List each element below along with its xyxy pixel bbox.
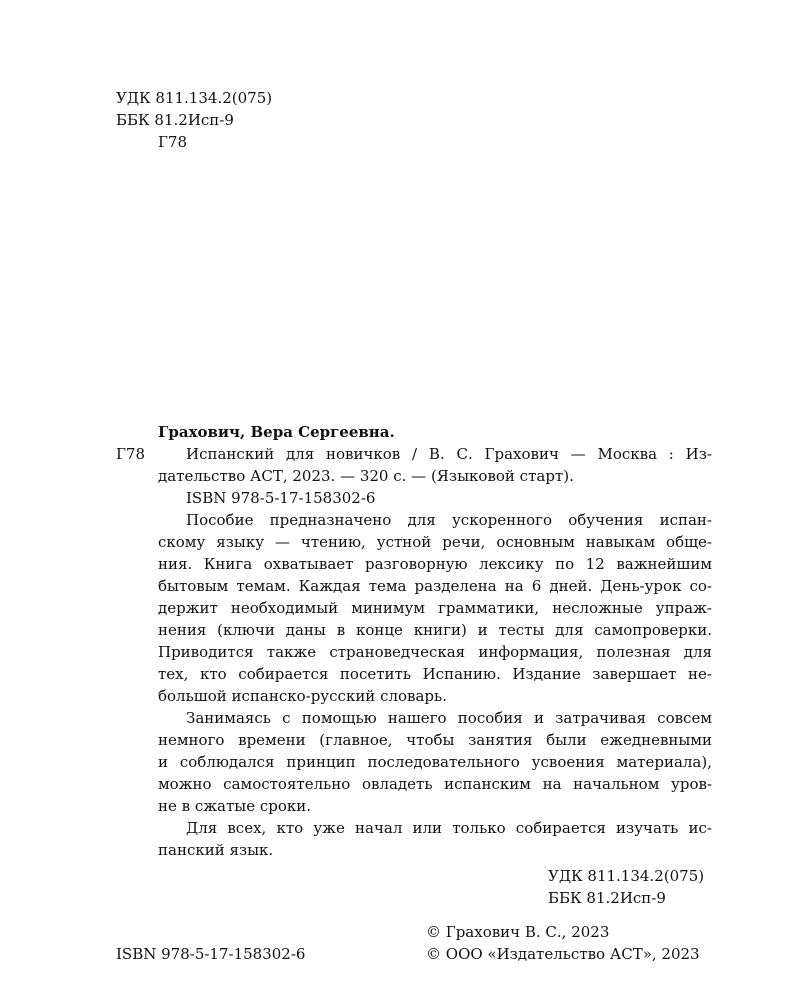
record-isbn: ISBN 978-5-17-158302-6 xyxy=(186,489,376,507)
annotation-p1-line: скому языку — чтению, устной речи, основным навыкам обще- xyxy=(158,533,712,551)
udk-code: УДК 811.134.2(075) xyxy=(116,89,273,107)
annotation-p2-line: Занимаясь с помощью нашего пособия и затрачивая совсем xyxy=(186,709,712,727)
annotation-p2-line: и соблюдался принцип последовательного усвоения материала), xyxy=(158,753,712,771)
footer-udk-code: УДК 811.134.2(075) xyxy=(548,867,705,885)
bbk-code: ББК 81.2Исп-9 xyxy=(116,111,234,129)
annotation-p1-line: бытовым темам. Каждая тема разделена на 6 дней. День-урок со- xyxy=(158,577,712,595)
annotation-p1-line: нения (ключи даны в конце книги) и тесты для самопроверки. xyxy=(158,621,712,639)
annotation-p1-line: Пособие предназначено для ускоренного обучения испан- xyxy=(186,511,712,529)
annotation-p1-line: держит необходимый минимум грамматики, несложные упраж- xyxy=(158,599,712,617)
annotation-p2-line: не в сжатые сроки. xyxy=(158,797,312,815)
copyright-author: © Грахович В. С., 2023 xyxy=(426,923,610,941)
annotation-p2-line: можно самостоятельно овладеть испанским на начальном уров- xyxy=(158,775,712,793)
annotation-p3-line: панский язык. xyxy=(158,841,274,859)
author-heading: Грахович, Вера Сергеевна. xyxy=(158,423,395,441)
annotation-p1-line: тех, кто собирается посетить Испанию. Издание завершает не- xyxy=(158,665,712,683)
annotation-p3-line: Для всех, кто уже начал или только собирается изучать ис- xyxy=(186,819,712,837)
footer-bbk-code: ББК 81.2Исп-9 xyxy=(548,889,666,907)
author-mark: Г78 xyxy=(158,133,188,151)
title-line-1: Испанский для новичков / В. С. Грахович — Москва : Из- xyxy=(186,445,712,463)
imprint-isbn: ISBN 978-5-17-158302-6 xyxy=(116,945,306,963)
annotation-p1-line: Приводится также страноведческая информация, полезная для xyxy=(158,643,712,661)
record-author-mark: Г78 xyxy=(116,445,146,463)
annotation-p1-line: ния. Книга охватывает разговорную лексику по 12 важнейшим xyxy=(158,555,712,573)
title-line-2: дательство АСТ, 2023. — 320 с. — (Языковой старт). xyxy=(158,467,574,485)
copyright-publisher: © ООО «Издательство АСТ», 2023 xyxy=(426,945,700,963)
annotation-p1-line: большой испанско-русский словарь. xyxy=(158,687,447,705)
annotation-p2-line: немного времени (главное, чтобы занятия были ежедневными xyxy=(158,731,712,749)
